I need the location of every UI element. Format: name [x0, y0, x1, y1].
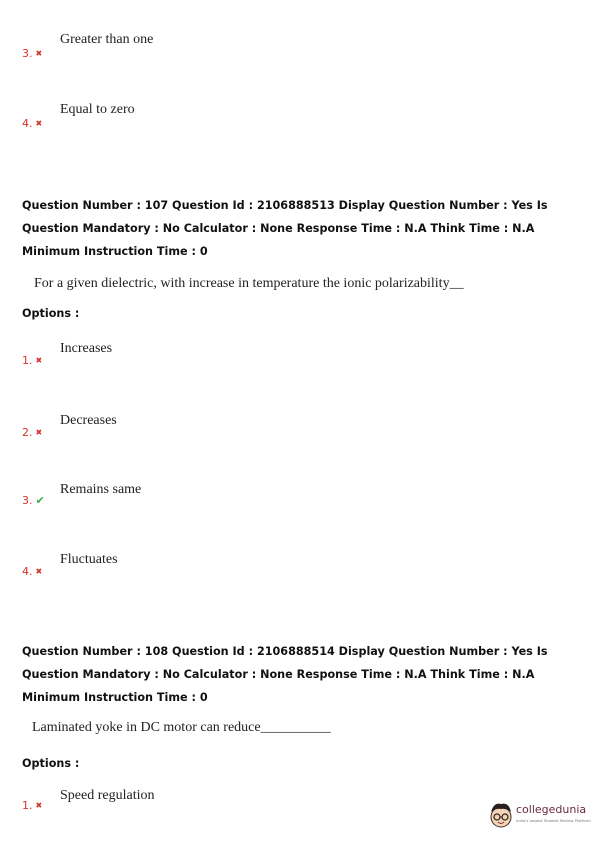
option-number: 4. ✖ [22, 117, 43, 130]
cross-icon: ✖ [35, 356, 43, 365]
cross-icon: ✖ [35, 428, 43, 437]
q108-meta: Question Number : 108 Question Id : 2106888514 Display Question Number : Yes Is Question Mandatory : No Calculator : None Response Time : N.A Think Time : N.A Minimum Instruction Time : 0 [22, 645, 548, 704]
q108-options-label: Options : [22, 757, 80, 770]
q107-question-text: For a given dielectric, with increase in temperature the ionic polarizability__ [34, 276, 464, 291]
cross-icon: ✖ [35, 567, 43, 576]
check-icon: ✔ [35, 494, 45, 507]
option-number: 1. ✖ [22, 354, 43, 367]
option-text: Equal to zero [60, 102, 135, 117]
cross-icon: ✖ [35, 801, 43, 810]
option-number: 3. ✔ [22, 494, 45, 507]
option-number: 1. ✖ [22, 799, 43, 812]
option-number: 2. ✖ [22, 426, 43, 439]
logo-name: collegedunia [516, 803, 587, 816]
cross-icon: ✖ [35, 49, 43, 58]
q107-options-label: Options : [22, 307, 80, 320]
option-text: Speed regulation [60, 788, 155, 803]
cross-icon: ✖ [35, 119, 43, 128]
option-text: Fluctuates [60, 552, 118, 567]
q108-question-text: Laminated yoke in DC motor can reduce__________ [32, 720, 331, 735]
option-text: Increases [60, 341, 113, 356]
option-text: Greater than one [60, 32, 154, 47]
q107-meta: Question Number : 107 Question Id : 2106888513 Display Question Number : Yes Is Question Mandatory : No Calculator : None Response Time : N.A Think Time : N.A Minimum Instruction Time : 0 [22, 199, 548, 258]
collegedunia-logo [488, 800, 593, 830]
logo-tagline: India's largest Student Review Platform [516, 818, 591, 823]
option-text: Remains same [60, 482, 142, 497]
option-number: 3. ✖ [22, 47, 43, 60]
mascot-icon [488, 800, 514, 830]
option-number: 4. ✖ [22, 565, 43, 578]
option-text: Decreases [60, 413, 117, 428]
